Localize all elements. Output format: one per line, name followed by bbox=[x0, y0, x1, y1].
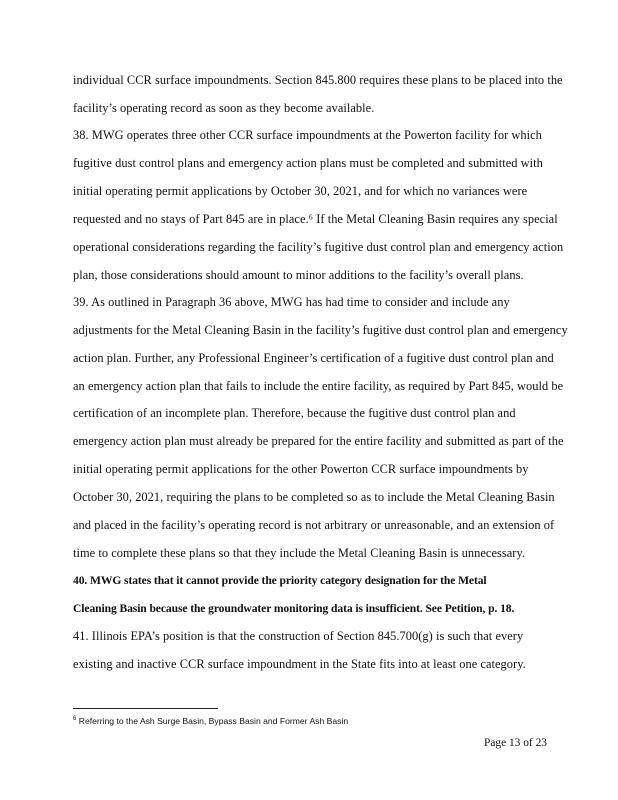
body-line: facility’s operating record as soon as they become available. bbox=[73, 101, 375, 115]
paragraph-40: 40. MWG states that it cannot provide the priority category designation for the Metal bbox=[73, 574, 487, 587]
footnote bbox=[73, 714, 348, 727]
body-line: initial operating permit applications for the other Powerton CCR surface impoundments by bbox=[73, 462, 529, 476]
paragraph-39: 39. As outlined in Paragraph 36 above, MWG has had time to consider and include any bbox=[73, 295, 510, 309]
body-line: adjustments for the Metal Cleaning Basin in the facility’s fugitive dust control plan and emergency bbox=[73, 323, 568, 337]
body-line: action plan. Further, any Professional Engineer’s certification of a fugitive dust control plan and bbox=[73, 351, 554, 365]
footnote-text: Referring to the Ash Surge Basin, Bypass Basin and Former Ash Basin bbox=[78, 715, 349, 726]
body-line: an emergency action plan that fails to include the entire facility, as required by Part 845, would be bbox=[73, 379, 564, 393]
body-line: individual CCR surface impoundments. Section 845.800 requires these plans to be placed into the bbox=[73, 73, 563, 87]
paragraph-38: 38. MWG operates three other CCR surface impoundments at the Powerton facility for which bbox=[73, 128, 542, 142]
page-number: Page 13 of 23 bbox=[484, 737, 547, 749]
body-line: requested and no stays of Part 845 are in place.⁶ If the Metal Cleaning Basin requires any special bbox=[73, 212, 558, 226]
body-line: existing and inactive CCR surface impoundment in the State fits into at least one category. bbox=[73, 657, 526, 671]
body-line: plan, those considerations should amount to minor additions to the facility’s overall plans. bbox=[73, 268, 524, 282]
body-line: October 30, 2021, requiring the plans to be completed so as to include the Metal Cleaning Basin bbox=[73, 490, 555, 504]
footnote-divider bbox=[73, 708, 218, 709]
body-line: initial operating permit applications by October 30, 2021, and for which no variances were bbox=[73, 184, 528, 198]
body-line-bold: Cleaning Basin because the groundwater monitoring data is insufficient. See Petition, p. 18. bbox=[73, 602, 515, 615]
body-line: time to complete these plans so that they include the Metal Cleaning Basin is unnecessary. bbox=[73, 546, 526, 560]
footnote-marker: 6 bbox=[73, 716, 77, 722]
paragraph-41: 41. Illinois EPA’s position is that the construction of Section 845.700(g) is such that every bbox=[73, 629, 524, 643]
body-line: operational considerations regarding the facility’s fugitive dust control plan and emergency action bbox=[73, 240, 564, 254]
body-line: certification of an incomplete plan. Therefore, because the fugitive dust control plan and bbox=[73, 406, 516, 420]
body-line: and placed in the facility’s operating record is not arbitrary or unreasonable, and an extension of bbox=[73, 518, 555, 532]
body-line: fugitive dust control plans and emergency action plans must be completed and submitted with bbox=[73, 156, 543, 170]
body-line: emergency action plan must already be prepared for the entire facility and submitted as part of the bbox=[73, 434, 564, 448]
